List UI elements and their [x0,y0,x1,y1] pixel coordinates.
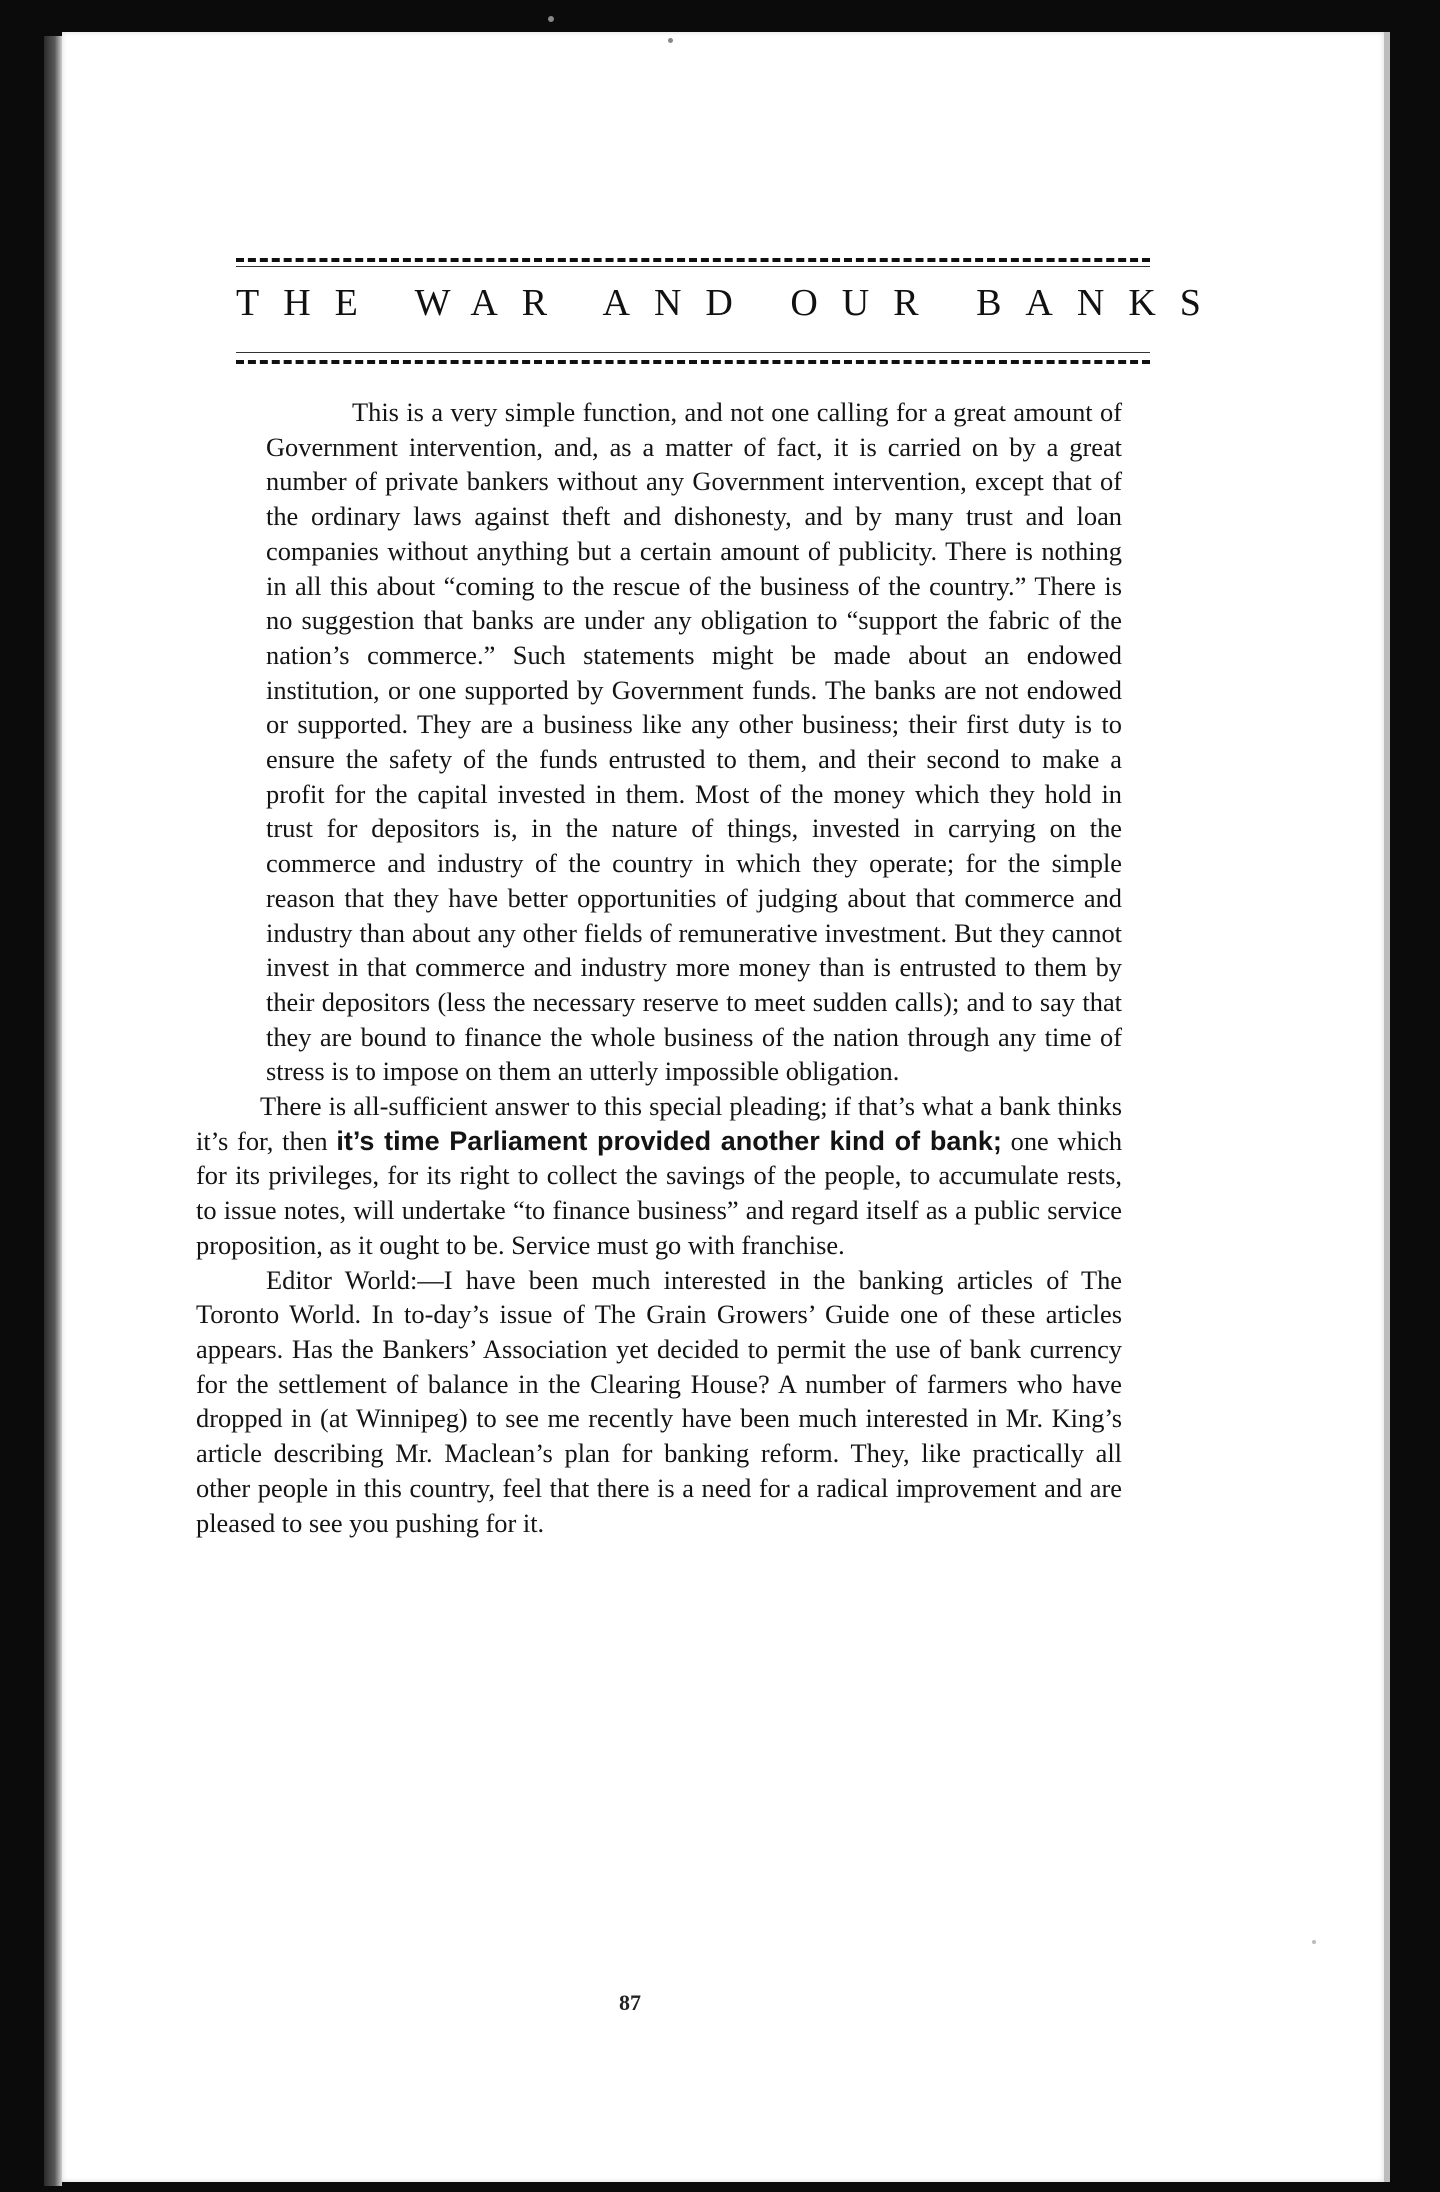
paragraph: This is a very simple function, and not one calling for a great amount of Government intervention, and, as a matter of fact, it is carried on by a great number of private bankers without any Government intervention, except that of the ordinary laws against theft and dishonesty, and by many trust and loan companies without anything but a certain amount of publicity. There is nothing in all this about “coming to the rescue of the business of the country.” There is no suggestion that banks are under any obligation to “support the fabric of the nation’s commerce.” Such statements might be made about an endowed institution, or one supported by Government funds. The banks are not endowed or supported. They are a business like any other business; their first duty is to ensure the safety of the funds entrusted to them, and their second to make a profit for the capital invested in them. Most of the money which they hold in trust for depositors is, in the nature of things, invested in carrying on the commerce and industry of the country in which they operate; for the simple reason that they have better opportunities of judging about that commerce and industry than about any other fields of remunerative investment. But they cannot invest in that commerce and industry more money than is entrusted to them by their depositors (less the necessary reserve to meet sudden calls); and to say that they are bound to finance the whole business of the nation through any time of stress is to impose on them an utterly impossible obligation. [266,397,1122,1087]
book-spine-shadow [44,36,62,2186]
speck [668,38,673,43]
paragraph-text: There is all-sufficient answer to this special pleading; if that’s what a bank thinks it’s for, then [196,1091,1122,1156]
speck [548,16,554,22]
page-body [196,395,1122,1540]
paragraph: Editor World:—I have been much interested in the banking articles of The Toronto World. In to-day’s issue of The Grain Growers’ Guide one of these articles appears. Has the Bankers’ Association yet decided to permit the use of bank currency for the settlement of balance in the Clearing House? A number of farmers who have dropped in (at Winnipeg) to see me recently have been much interested in Mr. King’s article describing Mr. Maclean’s plan for banking reform. They, like practically all other people in this country, feel that there is a need for a radical improvement and are pleased to see you pushing for it. [196,1264,1122,1538]
header-rule-bottom [236,360,1150,364]
page-edge [1384,32,1390,2182]
header-rule-top [236,258,1150,262]
speck [1312,1940,1316,1944]
header-rule-bottom-thin [236,352,1150,353]
header-rule-top-thin [236,266,1150,267]
emphasis-text: it’s time Parliament provided another kind of bank; [336,1125,1002,1156]
paragraph [196,1089,1122,1263]
running-header [236,248,1225,372]
running-title: THE WAR AND OUR BANKS [236,282,1225,324]
page-number: 87 [619,1990,641,2015]
quoted-passage [266,395,1122,1089]
paragraph-text: one which for its privileges, for its right to collect the savings of the people, to accumulate rests, to issue notes, will undertake “to finance business” and regard itself as a public service proposition, as it ought to be. Service must go with franchise. [196,1125,1123,1260]
